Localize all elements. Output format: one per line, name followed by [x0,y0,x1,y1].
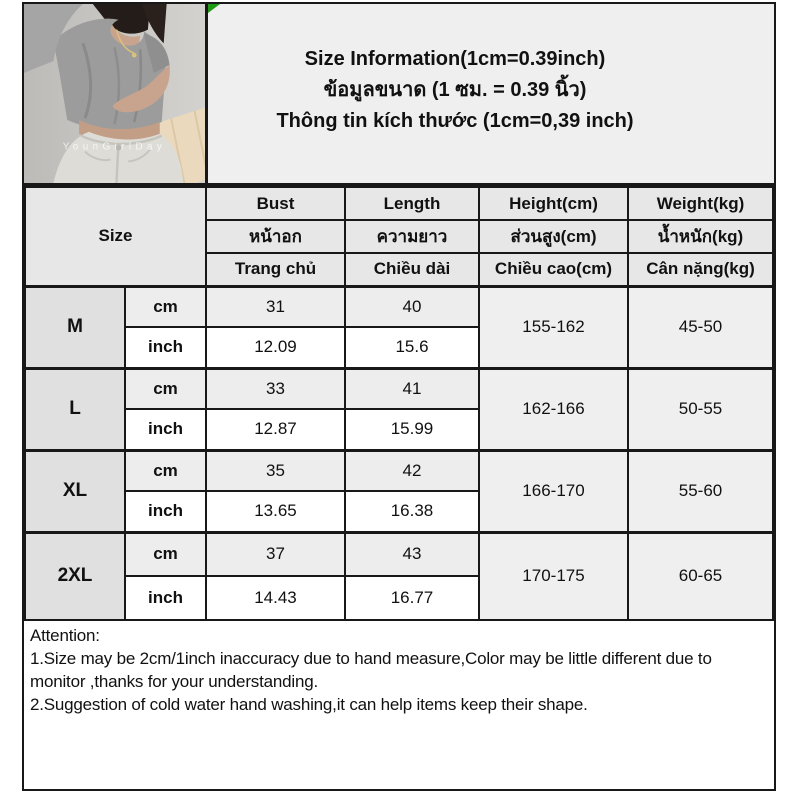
title-english: Size Information(1cm=0.39inch) [304,48,606,70]
unit-inch-label: inch [125,409,206,450]
title-vietnamese: Thông tin kích thước (1cm=0,39 inch) [276,110,634,132]
xl-weight-range: 55-60 [628,450,773,532]
m-length-inch: 15.6 [345,327,479,368]
2xl-bust-inch: 14.43 [206,576,345,620]
header-weight-th: น้ำหนัก(kg) [628,220,773,253]
header-bust-en: Bust [206,187,345,220]
header-bust-th: หน้าอก [206,220,345,253]
m-bust-inch: 12.09 [206,327,345,368]
header-length-en: Length [345,187,479,220]
header-height-en: Height(cm) [479,187,628,220]
l-length-inch: 15.99 [345,409,479,450]
table-row [25,368,773,409]
title-thai: ข้อมูลขนาด (1 ซม. = 0.39 นิ้ว) [323,79,587,101]
size-table [24,186,774,621]
l-bust-cm: 33 [206,368,345,409]
xl-length-inch: 16.38 [345,491,479,532]
2xl-height-range: 170-175 [479,532,628,620]
xl-height-range: 166-170 [479,450,628,532]
2xl-weight-range: 60-65 [628,532,773,620]
size-m-label: M [25,286,125,368]
m-bust-cm: 31 [206,286,345,327]
header-length-th: ความยาว [345,220,479,253]
product-photo [24,4,208,183]
m-weight-range: 45-50 [628,286,773,368]
2xl-length-cm: 43 [345,532,479,576]
l-length-cm: 41 [345,368,479,409]
m-length-cm: 40 [345,286,479,327]
unit-cm-label: cm [125,532,206,576]
size-l-label: L [25,368,125,450]
header-length-vi: Chiều dài [345,253,479,286]
header-weight-vi: Cân nặng(kg) [628,253,773,286]
xl-length-cm: 42 [345,450,479,491]
header-weight-en: Weight(kg) [628,187,773,220]
attention-note-2: 2.Suggestion of cold water hand washing,it can help items keep their shape. [30,695,588,714]
header-height-vi: Chiều cao(cm) [479,253,628,286]
attention-section [24,621,774,789]
xl-bust-cm: 35 [206,450,345,491]
unit-inch-label: inch [125,327,206,368]
l-weight-range: 50-55 [628,368,773,450]
unit-cm-label: cm [125,286,206,327]
size-xl-label: XL [25,450,125,532]
header-height-th: ส่วนสูง(cm) [479,220,628,253]
top-row [24,4,774,186]
header-size: Size [25,187,206,286]
unit-cm-label: cm [125,368,206,409]
unit-inch-label: inch [125,576,206,620]
product-photo-illustration [24,4,205,183]
2xl-bust-cm: 37 [206,532,345,576]
size-info-sheet [22,2,776,791]
unit-inch-label: inch [125,491,206,532]
attention-note-1: 1.Size may be 2cm/1inch inaccuracy due to hand measure,Color may be little different due to monitor ,thanks for your understanding. [30,649,712,691]
m-height-range: 155-162 [479,286,628,368]
unit-cm-label: cm [125,450,206,491]
table-row [25,450,773,491]
l-height-range: 162-166 [479,368,628,450]
l-bust-inch: 12.87 [206,409,345,450]
title-block [208,4,774,183]
attention-heading: Attention: [30,626,100,645]
green-corner-flag-icon [208,4,220,13]
header-bust-vi: Trang chủ [206,253,345,286]
photo-watermark: YounGirlDay [62,141,167,153]
2xl-length-inch: 16.77 [345,576,479,620]
table-row [25,532,773,576]
size-2xl-label: 2XL [25,532,125,620]
table-row [25,286,773,327]
xl-bust-inch: 13.65 [206,491,345,532]
